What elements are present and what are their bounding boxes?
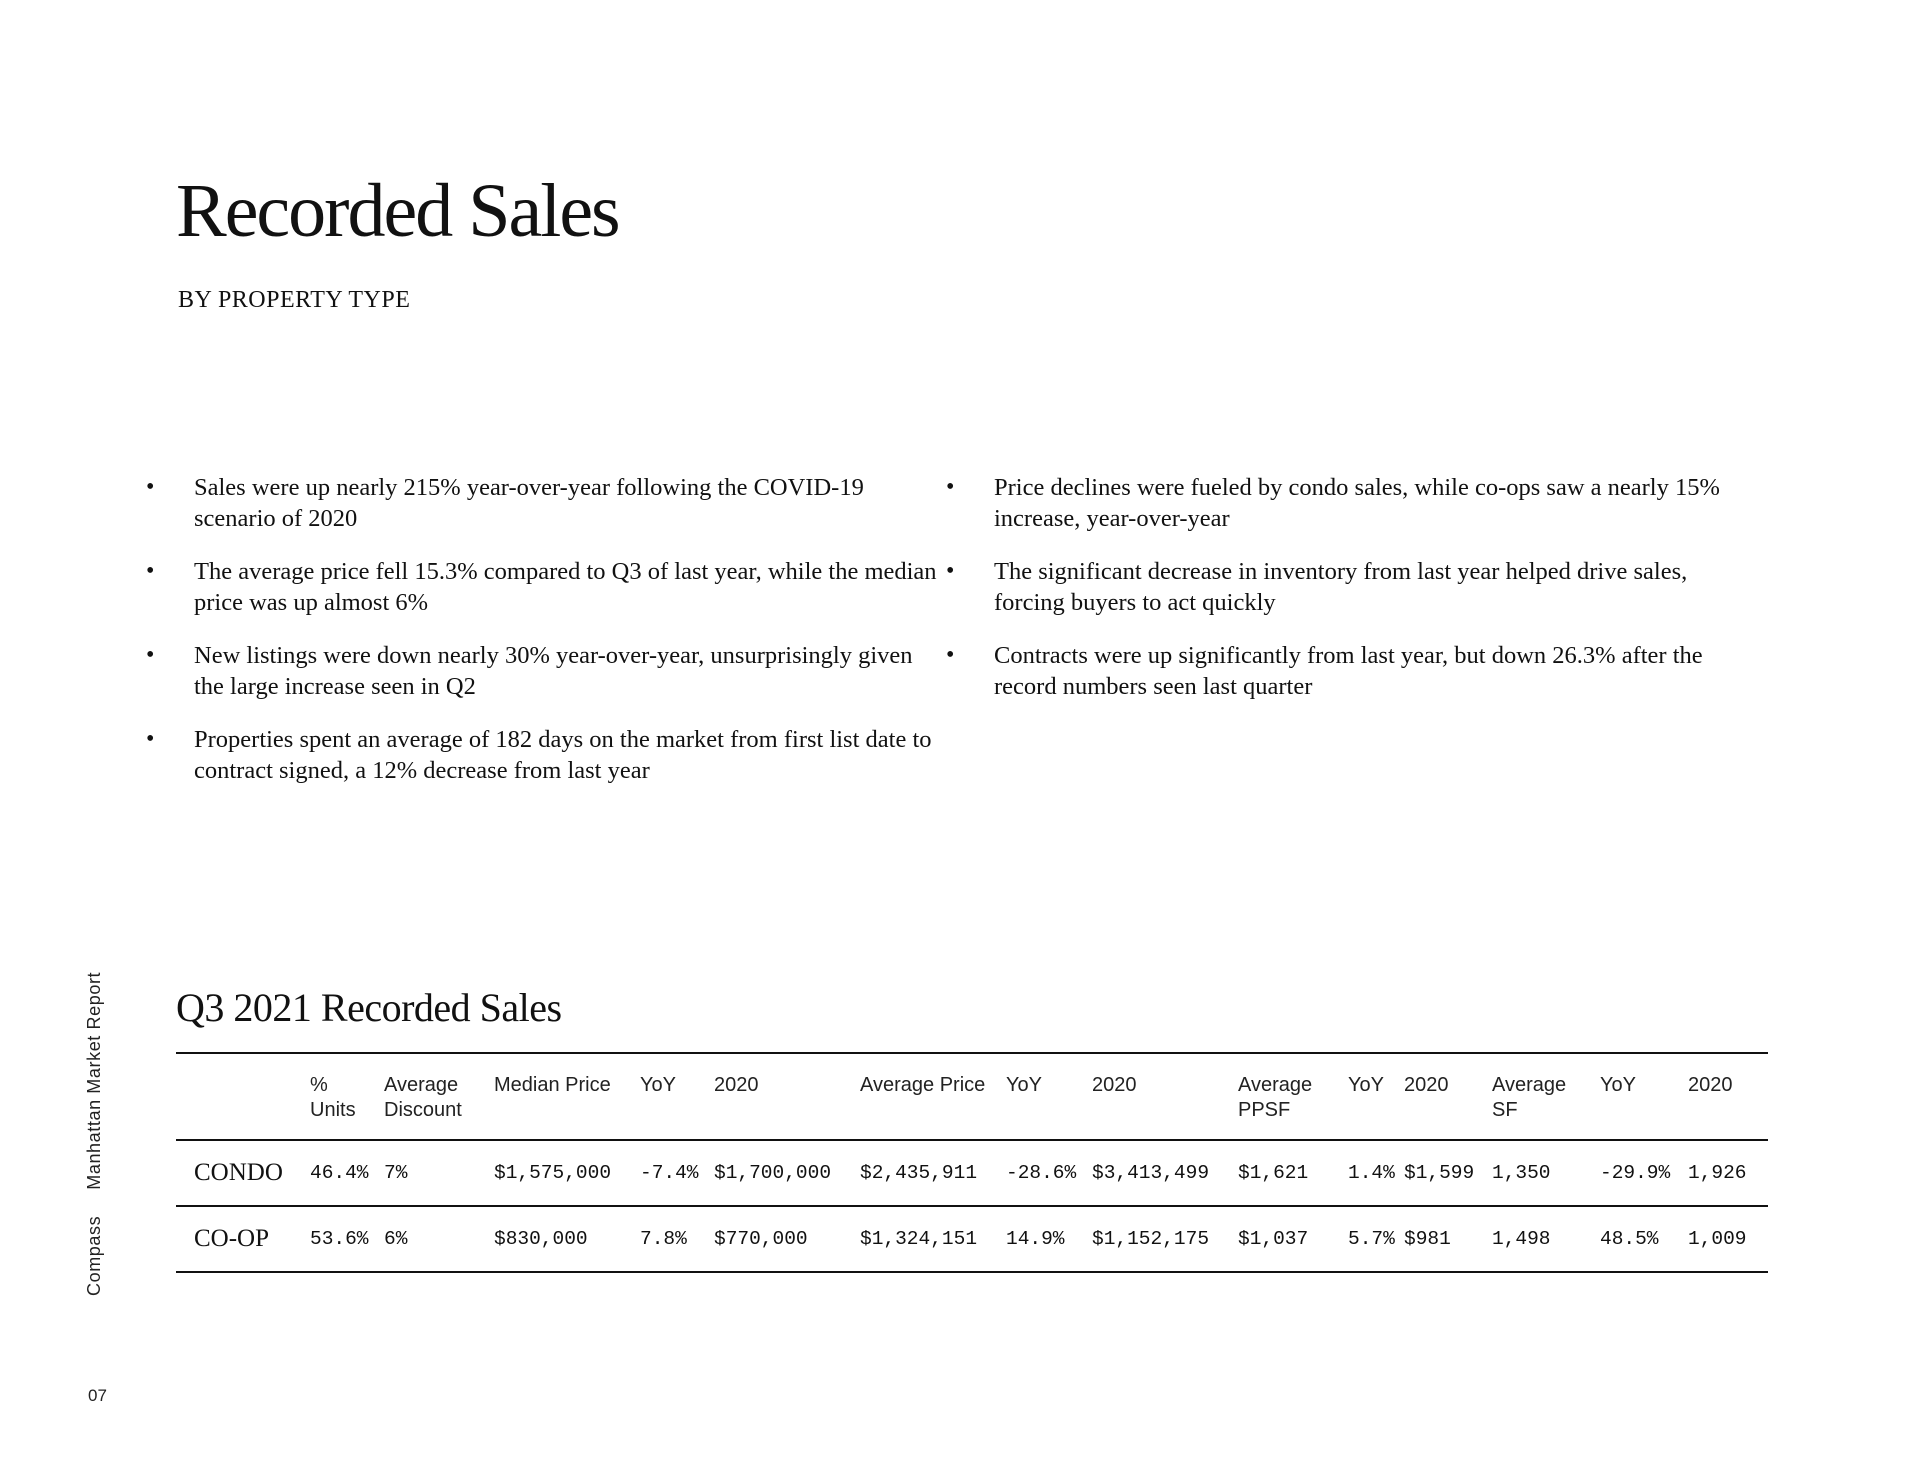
bullet-icon: • xyxy=(946,642,955,668)
sidebar-report-name: Manhattan Market Report xyxy=(84,971,104,1190)
column-header: YoY xyxy=(1002,1053,1088,1140)
row-label: CO-OP xyxy=(176,1206,306,1272)
table-cell: 7% xyxy=(380,1140,490,1206)
table-cell: 48.5% xyxy=(1596,1206,1684,1272)
table-cell: 1,498 xyxy=(1488,1206,1596,1272)
table-cell: 5.7% xyxy=(1344,1206,1400,1272)
bullet-icon: • xyxy=(146,474,155,500)
table-cell: $770,000 xyxy=(710,1206,856,1272)
highlights-left-list xyxy=(146,472,946,808)
highlight-text: Contracts were up significantly from last year, but down 26.3% after the record numbers seen last quarter xyxy=(994,642,1703,700)
page-subtitle: BY PROPERTY TYPE xyxy=(178,287,411,313)
column-header: 2020 xyxy=(1684,1053,1768,1140)
highlight-text: New listings were down nearly 30% year-over-year, unsurprisingly given the large increase seen in Q2 xyxy=(194,642,913,700)
table-cell: 1,350 xyxy=(1488,1140,1596,1206)
column-header: YoY xyxy=(1344,1053,1400,1140)
table-cell: $981 xyxy=(1400,1206,1488,1272)
sidebar-brand: Compass xyxy=(84,1215,104,1296)
table-cell: $830,000 xyxy=(490,1206,636,1272)
highlight-text: The average price fell 15.3% compared to Q3 of last year, while the median price was up almost 6% xyxy=(194,558,937,616)
table-cell: $1,575,000 xyxy=(490,1140,636,1206)
page-title: Recorded Sales xyxy=(176,169,619,253)
bullet-icon: • xyxy=(946,558,955,584)
bullet-icon: • xyxy=(146,558,155,584)
column-header xyxy=(176,1053,306,1140)
highlight-text: Sales were up nearly 215% year-over-year following the COVID-19 scenario of 2020 xyxy=(194,474,864,532)
table-cell: $2,435,911 xyxy=(856,1140,1002,1206)
table-cell: 1,926 xyxy=(1684,1140,1768,1206)
table-cell: 1,009 xyxy=(1684,1206,1768,1272)
table-cell: 53.6% xyxy=(306,1206,380,1272)
table-header-row xyxy=(176,1053,1768,1140)
table-cell: $1,621 xyxy=(1234,1140,1344,1206)
table-title: Q3 2021 Recorded Sales xyxy=(176,985,562,1030)
highlight-item xyxy=(946,472,1726,534)
highlight-text: Properties spent an average of 182 days on the market from first list date to contract signed, a 12% decrease from last year xyxy=(194,726,932,784)
table-cell: $1,152,175 xyxy=(1088,1206,1234,1272)
column-header: Average Discount xyxy=(380,1053,490,1140)
bullet-icon: • xyxy=(946,474,955,500)
table-cell: -28.6% xyxy=(1002,1140,1088,1206)
table-cell: $3,413,499 xyxy=(1088,1140,1234,1206)
table-row xyxy=(176,1140,1768,1206)
row-label: CONDO xyxy=(176,1140,306,1206)
recorded-sales-table xyxy=(176,1052,1768,1273)
highlight-item xyxy=(146,640,946,702)
highlight-text: Price declines were fueled by condo sales, while co-ops saw a nearly 15% increase, year-over-year xyxy=(994,474,1720,532)
table-cell: $1,037 xyxy=(1234,1206,1344,1272)
table-cell: 46.4% xyxy=(306,1140,380,1206)
column-header: 2020 xyxy=(1088,1053,1234,1140)
column-header: 2020 xyxy=(1400,1053,1488,1140)
bullet-icon: • xyxy=(146,642,155,668)
column-header: YoY xyxy=(636,1053,710,1140)
highlight-item xyxy=(946,640,1726,702)
column-header: Average Price xyxy=(856,1053,1002,1140)
table-cell: $1,700,000 xyxy=(710,1140,856,1206)
column-header: YoY xyxy=(1596,1053,1684,1140)
table-cell: $1,324,151 xyxy=(856,1206,1002,1272)
table-cell: 6% xyxy=(380,1206,490,1272)
table-cell: $1,599 xyxy=(1400,1140,1488,1206)
table-cell: 14.9% xyxy=(1002,1206,1088,1272)
highlight-item xyxy=(946,556,1726,618)
bullet-icon: • xyxy=(146,726,155,752)
table-cell: 1.4% xyxy=(1344,1140,1400,1206)
table-row xyxy=(176,1206,1768,1272)
column-header: Median Price xyxy=(490,1053,636,1140)
page-number: 07 xyxy=(88,1386,107,1405)
column-header: % Units xyxy=(306,1053,380,1140)
highlight-item xyxy=(146,556,946,618)
table-cell: -29.9% xyxy=(1596,1140,1684,1206)
column-header: 2020 xyxy=(710,1053,856,1140)
highlights-right-list xyxy=(946,472,1726,724)
highlight-item xyxy=(146,472,946,534)
column-header: Average PPSF xyxy=(1234,1053,1344,1140)
highlight-item xyxy=(146,724,946,786)
sidebar-label xyxy=(84,972,105,1296)
column-header: Average SF xyxy=(1488,1053,1596,1140)
table-cell: -7.4% xyxy=(636,1140,710,1206)
table-cell: 7.8% xyxy=(636,1206,710,1272)
highlight-text: The significant decrease in inventory from last year helped drive sales, forcing buyers to act quickly xyxy=(994,558,1688,616)
